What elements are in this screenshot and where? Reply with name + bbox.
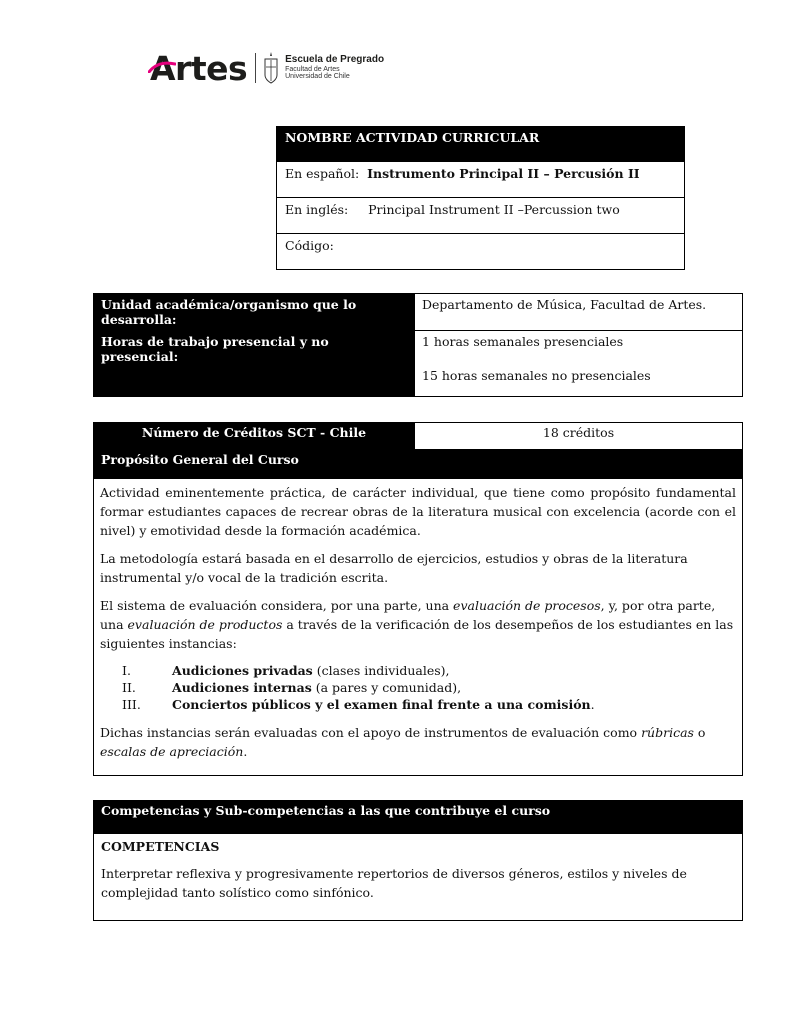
activity-header: NOMBRE ACTIVIDAD CURRICULAR bbox=[277, 127, 685, 162]
university-crest-icon bbox=[262, 51, 280, 85]
hours-non-presential: 15 horas semanales no presenciales bbox=[422, 368, 651, 383]
purpose-paragraph-4 bbox=[100, 723, 736, 761]
p4-text-b: o bbox=[693, 725, 706, 740]
p3-emphasis-2: evaluación de productos bbox=[127, 617, 283, 632]
logo-word: Artes bbox=[150, 48, 248, 88]
list-item-rest: (a pares y comunidad), bbox=[311, 680, 462, 695]
list-item bbox=[100, 679, 736, 696]
school-line-1: Escuela de Pregrado bbox=[285, 54, 385, 66]
list-item bbox=[100, 696, 736, 713]
p3-text-b: , y, por otra parte, una bbox=[100, 598, 716, 632]
unit-value: Departamento de Música, Facultad de Artes. bbox=[415, 294, 743, 331]
list-number: I. bbox=[122, 663, 131, 678]
unit-hours-table bbox=[93, 293, 743, 397]
purpose-paragraph-3 bbox=[100, 596, 736, 653]
p4-emphasis-1: rúbricas bbox=[641, 725, 694, 740]
activity-name-table bbox=[276, 126, 685, 270]
p4-text-c: . bbox=[243, 744, 248, 759]
list-item-bold: Audiciones internas bbox=[172, 680, 312, 695]
purpose-body bbox=[94, 479, 743, 776]
unit-label: Unidad académica/organismo que lo desarrolla: bbox=[94, 294, 415, 331]
list-item-rest: (clases individuales), bbox=[312, 663, 450, 678]
english-name: Principal Instrument II –Percussion two bbox=[368, 202, 620, 217]
logo-wordmark bbox=[150, 48, 248, 88]
p4-text-a: Dichas instancias serán evaluadas con el apoyo de instrumentos de evaluación como bbox=[100, 725, 642, 740]
school-line-2: Facultad de Artes bbox=[285, 65, 340, 73]
faculty-logo bbox=[150, 47, 384, 89]
list-number: III. bbox=[122, 697, 141, 712]
spanish-label: En español: bbox=[285, 166, 360, 181]
logo-separator bbox=[255, 53, 256, 83]
p3-text-c: a través de la verificación de los desempeños de los estudiantes en las siguientes instancias: bbox=[100, 617, 734, 651]
code-cell bbox=[277, 234, 685, 270]
logo-swoosh-icon bbox=[148, 61, 176, 73]
credits-label: Número de Créditos SCT - Chile bbox=[94, 423, 415, 450]
code-label: Código: bbox=[285, 238, 334, 253]
credits-purpose-table bbox=[93, 422, 743, 776]
spanish-name-cell bbox=[277, 162, 685, 198]
purpose-paragraph-1: Actividad eminentemente práctica, de carácter individual, que tiene como propósito fundamental formar estudiantes capaces de recrear obras de la literatura musical con excelencia (acorde con el nivel) y emotividad desde la formación académica. bbox=[100, 485, 736, 538]
list-item-rest: . bbox=[590, 697, 595, 712]
competencies-body bbox=[94, 834, 743, 921]
school-name bbox=[285, 55, 384, 80]
competencies-title: COMPETENCIAS bbox=[101, 839, 220, 854]
hours-value bbox=[415, 331, 743, 397]
purpose-header: Propósito General del Curso bbox=[94, 450, 743, 479]
spanish-name: Instrumento Principal II – Percusión II bbox=[367, 166, 640, 181]
english-name-cell bbox=[277, 198, 685, 234]
hours-label: Horas de trabajo presencial y no presencial: bbox=[94, 331, 415, 397]
competencies-table bbox=[93, 800, 743, 921]
list-item-bold: Conciertos públicos y el examen final frente a una comisión bbox=[172, 697, 591, 712]
list-item-bold: Audiciones privadas bbox=[172, 663, 313, 678]
hours-presential: 1 horas semanales presenciales bbox=[422, 334, 624, 349]
list-item bbox=[100, 662, 736, 679]
competencies-text: Interpretar reflexiva y progresivamente repertorios de diversos géneros, estilos y niveles de complejidad tanto solístico como sinfónico. bbox=[101, 866, 687, 900]
purpose-paragraph-2: La metodología estará basada en el desarrollo de ejercicios, estudios y obras de la literatura instrumental y/o vocal de la tradición escrita. bbox=[100, 551, 688, 585]
credits-value: 18 créditos bbox=[415, 423, 743, 450]
competencies-header: Competencias y Sub-competencias a las que contribuye el curso bbox=[94, 801, 743, 834]
school-line-3: Universidad de Chile bbox=[285, 73, 350, 81]
p3-emphasis-1: evaluación de procesos bbox=[453, 598, 601, 613]
evaluation-instances-list bbox=[100, 662, 736, 713]
english-label: En inglés: bbox=[285, 202, 349, 217]
p4-emphasis-2: escalas de apreciación bbox=[100, 744, 244, 759]
list-number: II. bbox=[122, 680, 136, 695]
p3-text-a: El sistema de evaluación considera, por una parte, una bbox=[100, 598, 454, 613]
